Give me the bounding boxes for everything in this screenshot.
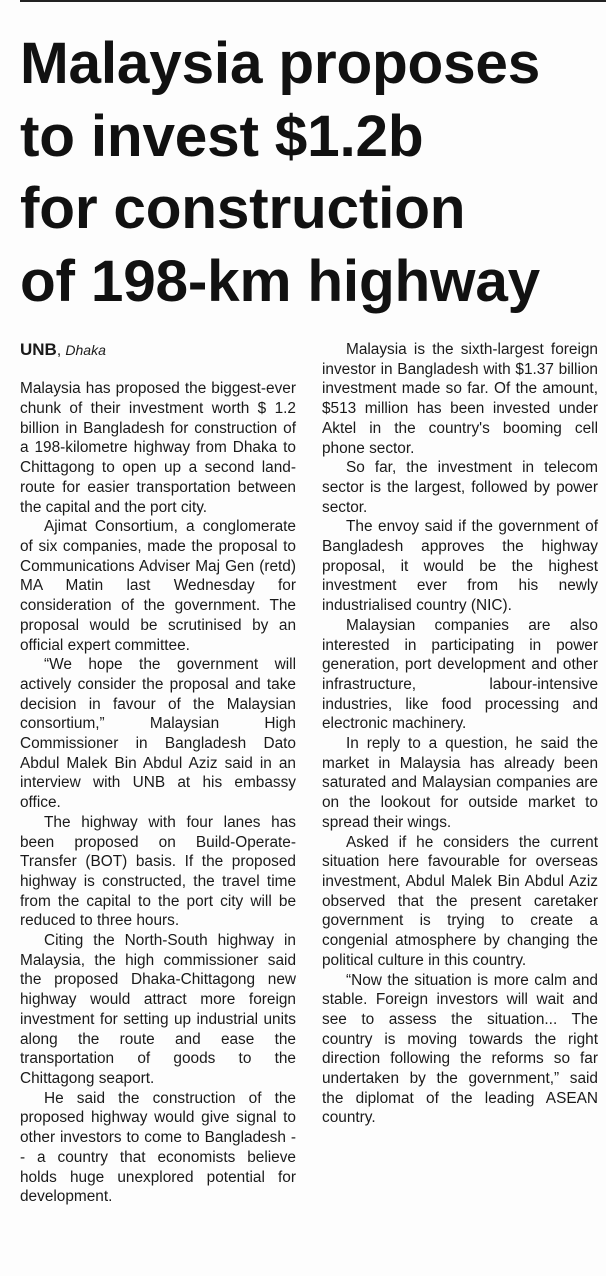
headline-line: Malaysia proposes: [20, 31, 541, 96]
paragraph: Ajimat Consortium, a conglomerate of six companies, made the proposal to Communications Adviser Maj Gen (retd) MA Matin last Wednesday for consideration of the government. The proposal would be scrutinised by an official expert committee.: [20, 518, 296, 654]
headline-line: for construction: [20, 176, 466, 241]
byline: UNB, Dhaka: [20, 340, 106, 359]
headline-line: to invest $1.2b: [20, 103, 424, 169]
top-rule: [20, 0, 606, 2]
paragraph: Malaysian companies are also interested in participating in power generation, port development and other infrastructure, labour-intensive industries, like food processing and electronic machinery.: [322, 616, 598, 733]
byline-location: Dhaka: [65, 342, 106, 358]
paragraph: He said the construction of the proposed highway would give signal to other investors to come to Bangladesh -- a country that economists believe holds huge unexplored potential for development.: [20, 1089, 296, 1206]
article-column-1: [20, 340, 296, 1207]
article-column-2: [322, 340, 598, 1128]
paragraph: So far, the investment in telecom sector is the largest, followed by power sector.: [322, 459, 598, 516]
paragraph: Malaysia is the sixth-largest foreign investor in Bangladesh with $1.37 billion investment made so far. Of the amount, $513 million has been invested under Aktel in the country's booming cell phone sector.: [322, 341, 598, 457]
paragraph: “Now the situation is more calm and stable. Foreign investors will wait and see to assess the situation... The country is moving towards the right direction following the reforms so far undertaken by the government,” said the diplomat of the leading ASEAN country.: [322, 971, 598, 1127]
paragraph: Citing the North-South highway in Malaysia, the high commissioner said the proposed Dhaka-Chittagong new highway would attract more foreign investment for setting up industrial units along the route and ease the transportation of goods to the Chittagong seaport.: [20, 932, 296, 1087]
headline-line: of 198-km highway: [20, 248, 540, 314]
paragraph: “We hope the government will actively consider the proposal and take decision in favour of the Malaysian consortium,” Malaysian High Commissioner in Bangladesh Dato Abdul Malek Bin Abdul Aziz said in an interview with UNB at his embassy office.: [20, 656, 296, 812]
headline: [20, 28, 606, 318]
paragraph: Asked if he considers the current situation here favourable for overseas investment, Abdul Malek Bin Abdul Aziz observed that the present caretaker government is trying to create a congenial atmosphere by changing the political culture in this country.: [322, 833, 598, 969]
paragraph: Malaysia has proposed the biggest-ever chunk of their investment worth $ 1.2 billion in Bangladesh for construction of a 198-kilometre highway from Dhaka to Chittagong to open up a second land-route for easier transportation between the capital and the port city.: [20, 380, 296, 516]
paragraph: The envoy said if the government of Bangladesh approves the highway proposal, it would be the highest investment ever from his newly industrialised country (NIC).: [322, 518, 598, 615]
paragraph: In reply to a question, he said the market in Malaysia has already been saturated and Malaysian companies are on the lookout for outside market to spread their wings.: [322, 735, 598, 831]
paragraph: The highway with four lanes has been proposed on Build-Operate-Transfer (BOT) basis. If the proposed highway is constructed, the travel time from the capital to the port city will be reduced to three hours.: [20, 813, 296, 930]
byline-source: UNB: [20, 340, 57, 359]
